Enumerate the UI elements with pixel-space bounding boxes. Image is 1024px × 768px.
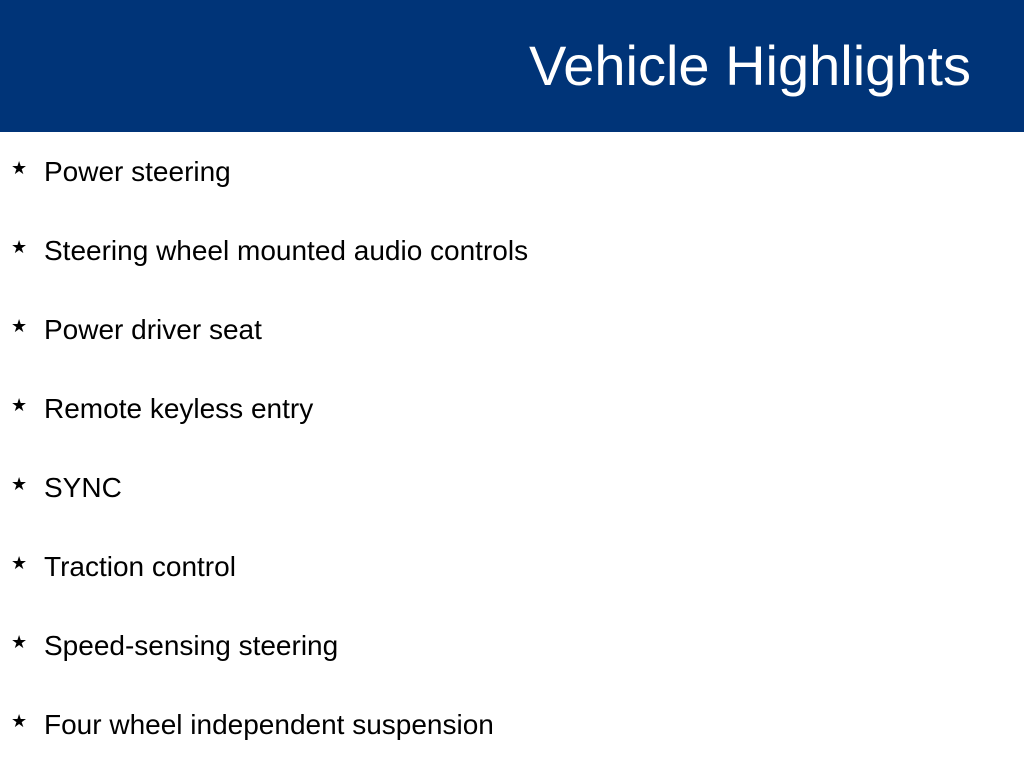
star-bullet-icon: ★ (11, 553, 28, 574)
star-bullet-icon: ★ (11, 237, 28, 258)
list-item-label: Speed-sensing steering (44, 630, 339, 661)
list-item-label: SYNC (44, 472, 122, 503)
list-item-label: Steering wheel mounted audio controls (44, 235, 529, 266)
list-item (0, 547, 1000, 587)
list-item (0, 389, 1000, 429)
star-bullet-icon: ★ (11, 395, 28, 416)
list-item-label: Power steering (44, 156, 231, 187)
title-bar (0, 0, 1024, 132)
list-item-label: Four wheel independent suspension (44, 709, 494, 740)
list-item (0, 626, 1000, 666)
star-bullet-icon: ★ (11, 632, 28, 653)
list-item (0, 310, 1000, 350)
list-item (0, 231, 1000, 271)
list-item (0, 152, 1000, 192)
star-bullet-icon: ★ (11, 474, 28, 495)
star-bullet-icon: ★ (11, 158, 28, 179)
slide-title: Vehicle Highlights (528, 34, 971, 97)
list-item-label: Traction control (44, 551, 236, 582)
list-item-label: Remote keyless entry (44, 393, 314, 424)
star-bullet-icon: ★ (11, 316, 28, 337)
list-item (0, 705, 1000, 745)
list-item (0, 468, 1000, 508)
list-item-label: Power driver seat (44, 314, 262, 345)
star-bullet-icon: ★ (11, 711, 28, 732)
